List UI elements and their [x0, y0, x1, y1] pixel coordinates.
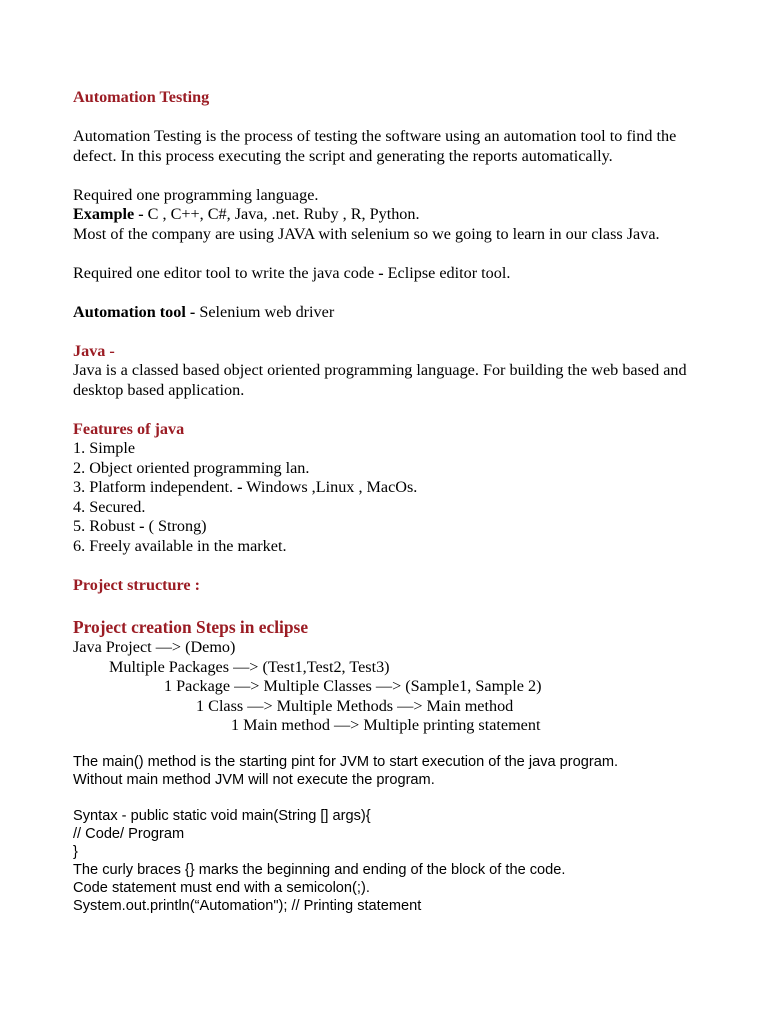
- list-item-detail: ( Strong): [144, 517, 207, 535]
- spacer: [73, 789, 713, 807]
- list-item-detail: Windows ,Linux , MacOs.: [242, 478, 418, 496]
- spacer: [73, 244, 713, 264]
- print-statement: System.out.println(“Automation"); // Printing statement: [73, 897, 422, 914]
- intro-paragraph: Automation Testing is the process of testing the software using an automation tool to find the defect. In this process executing the script and generating the reports automatically.: [73, 127, 677, 165]
- step-line: Multiple Packages —> (Test1,Test2, Test3): [109, 657, 390, 676]
- list-item: [73, 498, 713, 518]
- features-heading: Features of java: [73, 419, 185, 438]
- automation-tool-line: [73, 303, 713, 323]
- editor-tool: Eclipse editor tool.: [387, 263, 511, 282]
- creation-steps-heading: Project creation Steps in eclipse: [73, 617, 309, 637]
- spacer: [73, 736, 713, 753]
- semicolon-note: Code statement must end with a semicolon(;).: [73, 879, 370, 896]
- project-structure-heading: Project structure :: [73, 575, 201, 594]
- company-note: Most of the company are using JAVA with selenium so we going to learn in our class Java.: [73, 224, 660, 243]
- java-description: Java is a classed based object oriented programming language. For building the web based and desktop based application.: [73, 361, 687, 399]
- example-label: Example -: [73, 205, 144, 223]
- automation-tool-label: Automation tool -: [73, 302, 196, 321]
- syntax-comment: // Code/ Program: [73, 825, 185, 842]
- main-method-line-2: Without main method JVM will not execute the program.: [73, 771, 435, 788]
- list-item: [73, 459, 713, 479]
- list-item: [73, 517, 713, 537]
- editor-text: Required one editor tool to write the java code: [73, 263, 375, 282]
- list-item-text: 1. Simple: [73, 439, 136, 457]
- list-item-text: 5. Robust: [73, 517, 140, 535]
- main-method-line-1: The main() method is the starting pint for JVM to start execution of the java program.: [73, 753, 619, 770]
- list-item-text: 3. Platform independent.: [73, 478, 238, 496]
- spacer: [73, 595, 713, 617]
- list-item: [73, 439, 713, 459]
- syntax-line: Syntax - public static void main(String [] args){: [73, 807, 371, 824]
- curly-braces-note: The curly braces {} marks the beginning and ending of the block of the code.: [73, 861, 566, 878]
- step-line: Java Project —> (Demo): [73, 638, 236, 656]
- list-item: [73, 478, 713, 498]
- example-line: [73, 205, 713, 225]
- spacer: [73, 556, 713, 576]
- automation-tool-value: Selenium web driver: [199, 302, 335, 321]
- spacer: [73, 108, 713, 128]
- list-item-dash: -: [139, 517, 145, 535]
- list-item-text: 2. Object oriented programming lan.: [73, 458, 310, 477]
- spacer: [73, 322, 713, 342]
- document-page: [73, 88, 713, 915]
- required-language-text: Required one programming language.: [73, 185, 319, 204]
- syntax-closing-brace: }: [73, 843, 78, 860]
- list-item-text: 4. Secured.: [73, 497, 146, 516]
- features-list: [73, 439, 713, 556]
- example-text: C , C++, C#, Java, .net. Ruby , R, Python.: [147, 205, 420, 223]
- list-item-dash: -: [237, 478, 243, 496]
- step-line: 1 Package —> Multiple Classes —> (Sample1, Sample 2): [164, 677, 542, 695]
- step-line: 1 Class —> Multiple Methods —> Main method: [196, 696, 514, 715]
- list-item: [73, 537, 713, 557]
- spacer: [73, 283, 713, 303]
- page-title: Automation Testing: [73, 88, 210, 106]
- step-line: 1 Main method —> Multiple printing statement: [231, 716, 541, 734]
- spacer: [73, 166, 713, 186]
- editor-line: [73, 264, 713, 284]
- spacer: [73, 400, 713, 420]
- java-heading: Java -: [73, 341, 115, 360]
- list-item-text: 6. Freely available in the market.: [73, 536, 287, 555]
- editor-dash: -: [378, 263, 384, 282]
